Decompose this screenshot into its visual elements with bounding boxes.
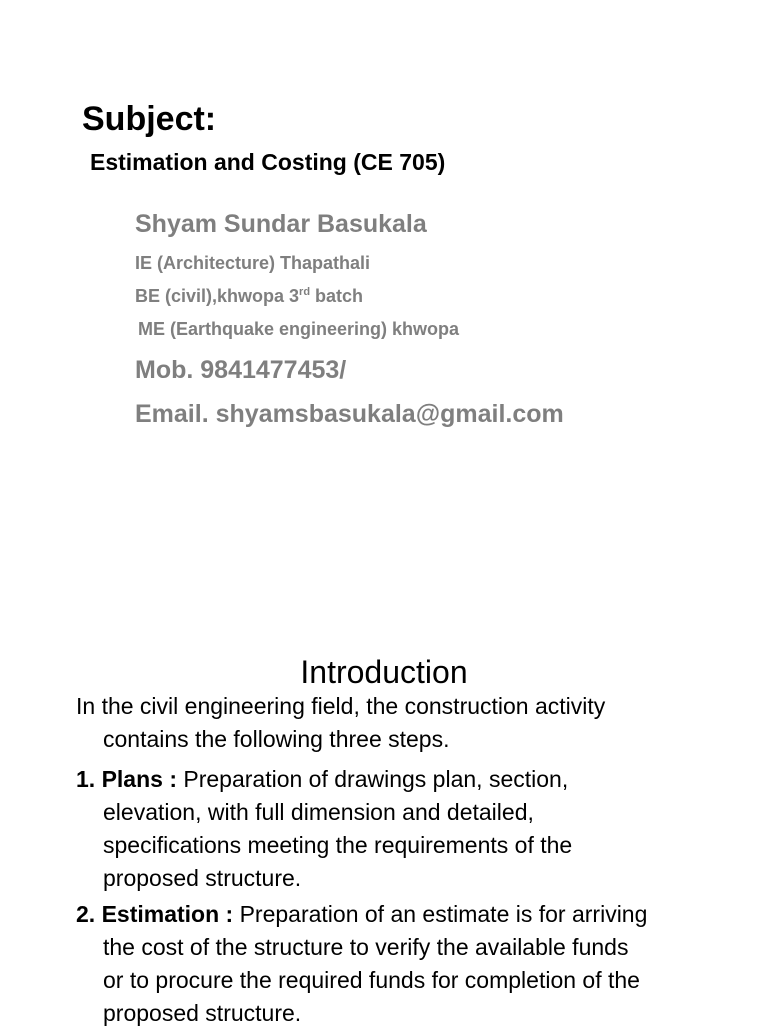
ordinal-suffix: rd	[299, 286, 311, 298]
text-line: contains the following three steps.	[103, 726, 450, 752]
mobile-number: Mob. 9841477453/	[135, 356, 347, 384]
text-line: proposed structure.	[103, 865, 302, 891]
course-title: Estimation and Costing (CE 705)	[90, 149, 446, 175]
qualification-be-text: BE (civil),khwopa 3	[135, 286, 300, 306]
item-text: Preparation of an estimate is for arriving	[233, 901, 648, 927]
text-line: the cost of the structure to verify the available funds	[103, 934, 629, 960]
text-line: or to procure the required funds for completion of the	[103, 967, 640, 993]
introduction-paragraph	[76, 690, 736, 756]
text-line: elevation, with full dimension and detailed,	[103, 799, 534, 825]
qualification-ie: IE (Architecture) Thapathali	[135, 253, 371, 273]
email-address: Email. shyamsbasukala@gmail.com	[135, 400, 564, 428]
subject-heading: Subject:	[82, 100, 217, 138]
text-line: In the civil engineering field, the construction activity	[76, 693, 606, 719]
item-text: Preparation of drawings plan, section,	[176, 766, 569, 792]
introduction-title: Introduction	[300, 654, 468, 690]
qualification-be-suffix: batch	[310, 286, 364, 306]
qualification-me: ME (Earthquake engineering) khwopa	[138, 319, 460, 339]
qualification-be	[135, 286, 363, 307]
text-line: proposed structure.	[103, 1000, 302, 1026]
item-label: 2. Estimation :	[76, 901, 234, 927]
list-item-estimation	[76, 898, 736, 1030]
author-name: Shyam Sundar Basukala	[135, 210, 427, 238]
list-item-plans	[76, 763, 736, 895]
item-label: 1. Plans :	[76, 766, 177, 792]
text-line: specifications meeting the requirements of the	[103, 832, 573, 858]
text-line	[76, 898, 736, 931]
text-line	[76, 763, 736, 796]
